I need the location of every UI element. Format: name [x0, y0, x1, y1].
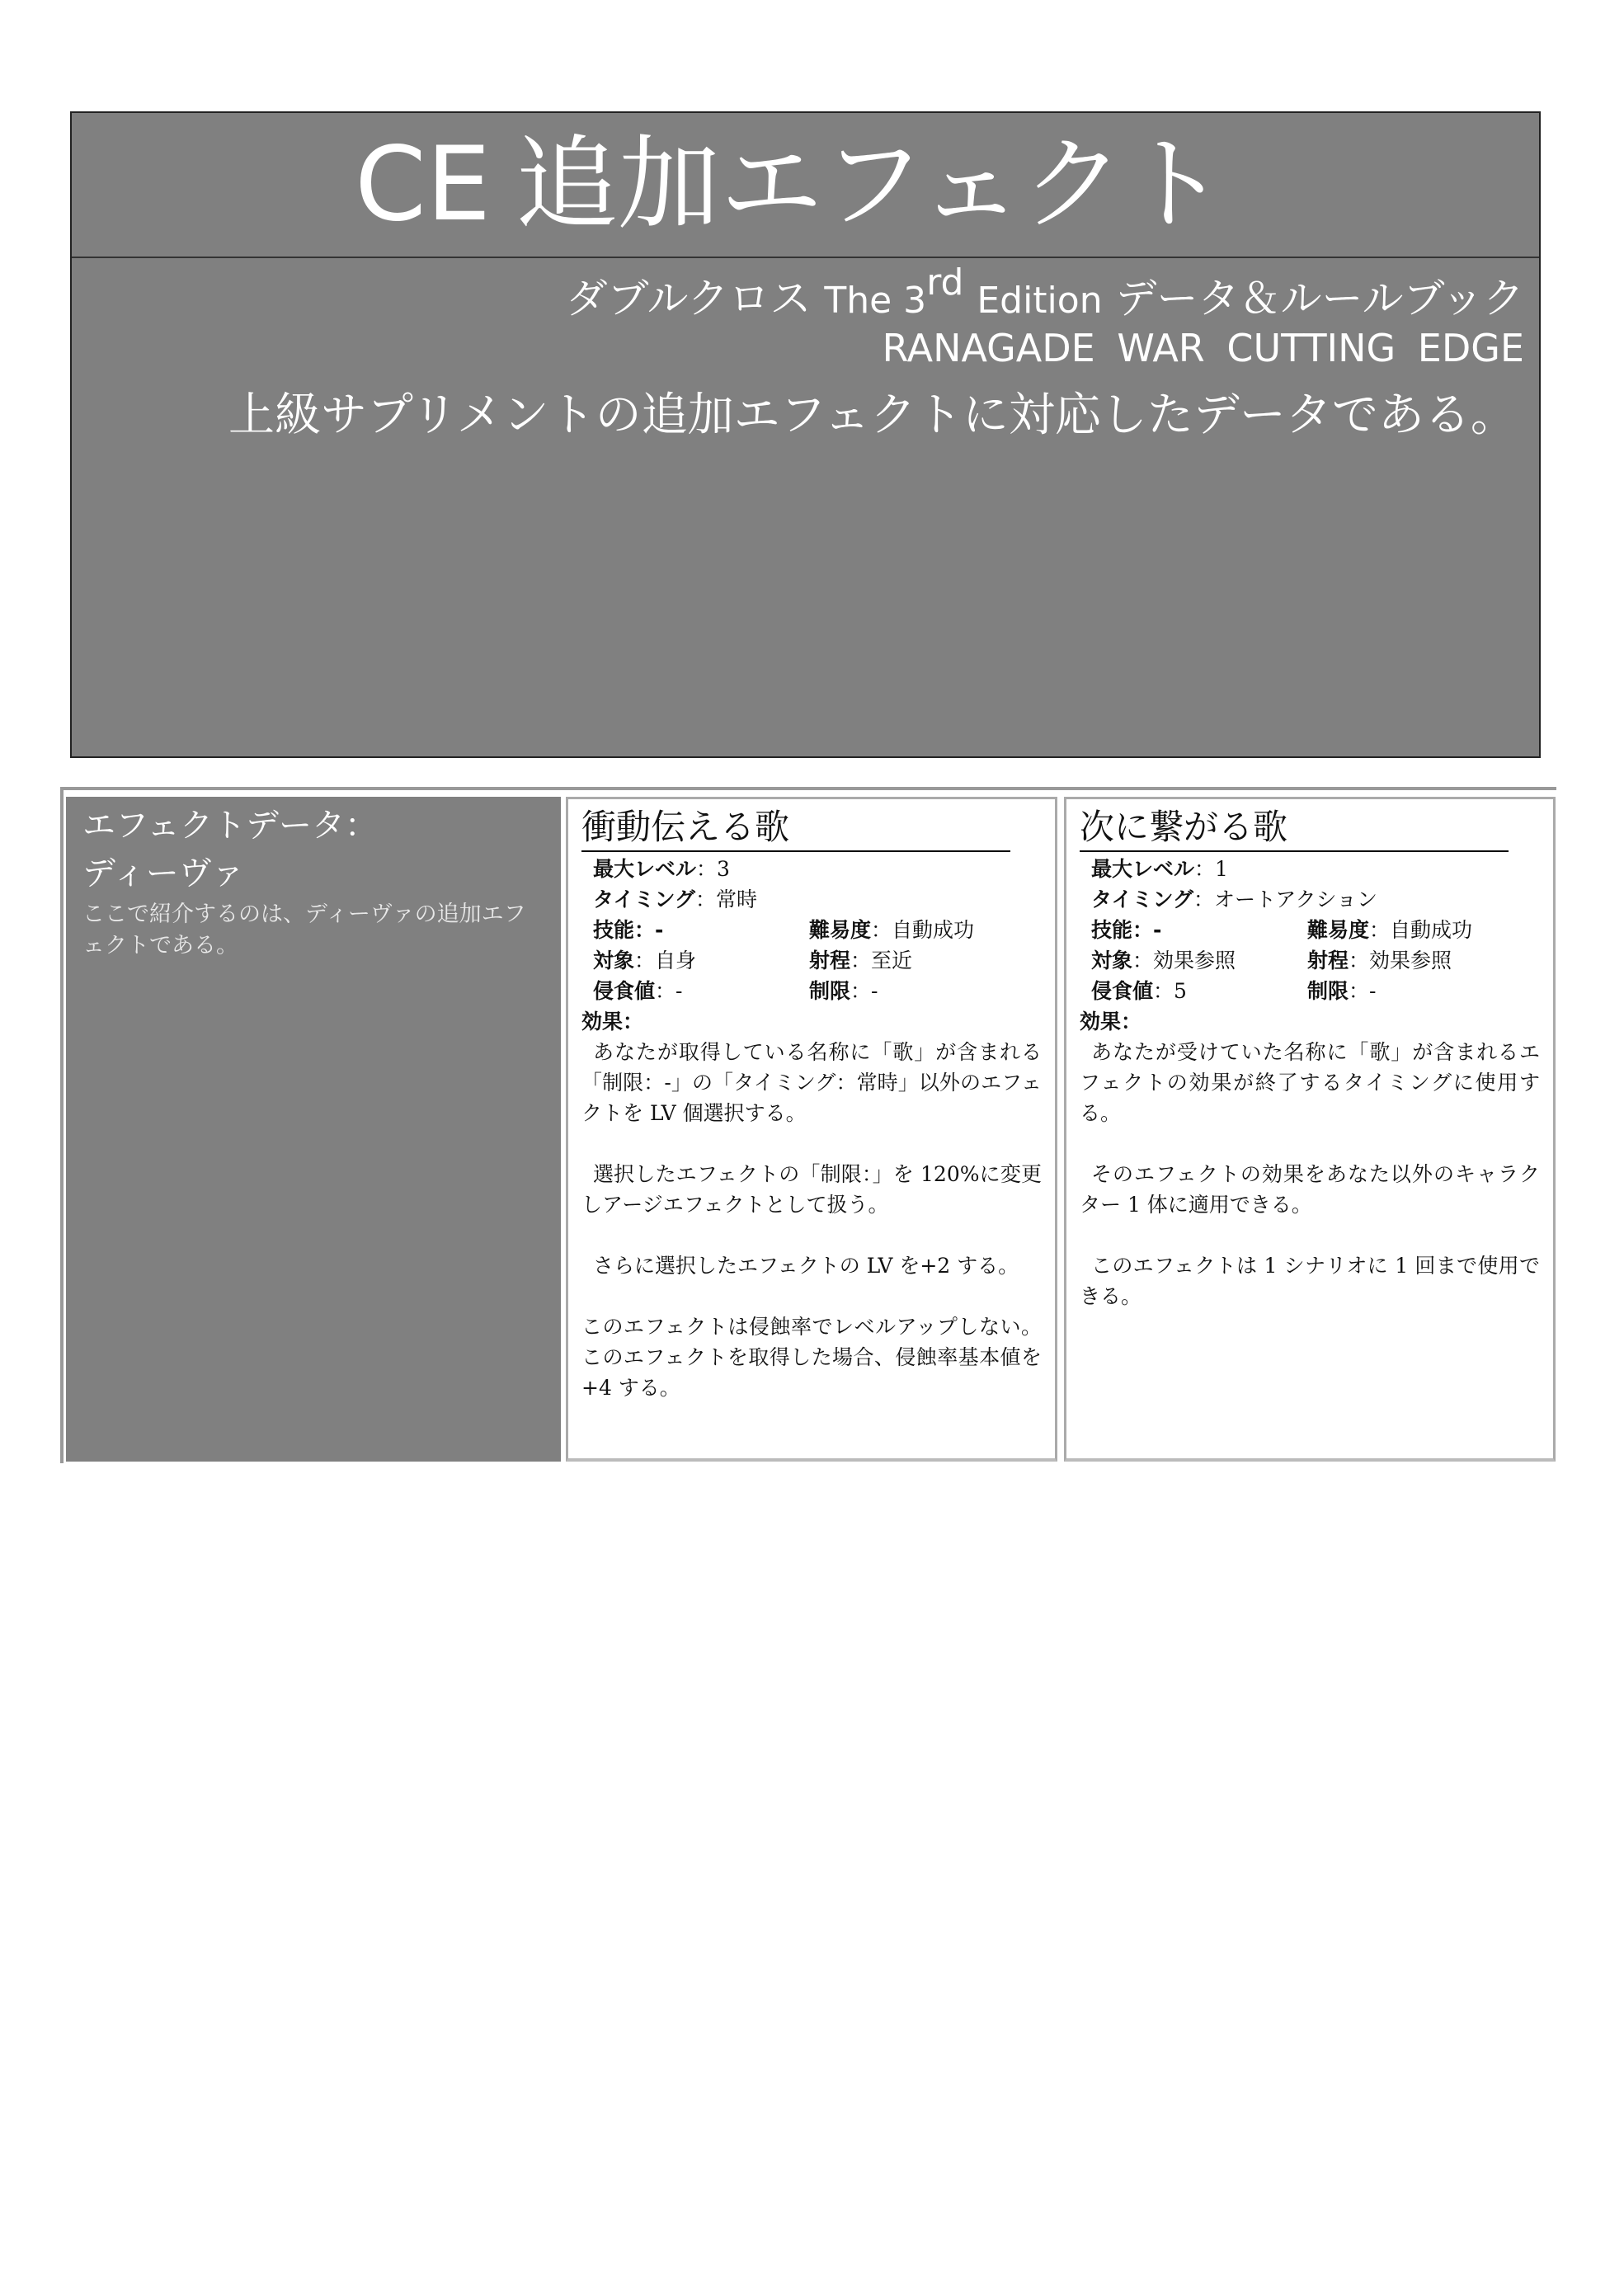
- stat-label: 対象: [1091, 949, 1133, 972]
- effect-paragraph: さらに選択したエフェクトの LV を+2 する。: [593, 1254, 1019, 1278]
- stat-label: 最大レベル: [593, 857, 697, 881]
- effect-paragraph: そのエフェクトの効果をあなた以外のキャラクター 1 体に適用できる。: [1080, 1162, 1540, 1217]
- stat-label: タイミング: [593, 888, 696, 911]
- effect-paragraph: このエフェクトは侵蝕率でレベルアップしない。このエフェクトを取得した場合、侵蝕率基本値を+4 する。: [581, 1315, 1042, 1400]
- effect-paragraph: 選択したエフェクトの「制限：」を 120%に変更しアージエフェクトとして扱う。: [581, 1162, 1042, 1217]
- effect-card: [566, 797, 1057, 1462]
- stat-value: ：オートアクション: [1193, 888, 1378, 911]
- stat-label: 侵食値: [593, 979, 656, 1003]
- subtitle-post: データ＆ルールブック: [1115, 275, 1524, 323]
- stat-value: ：自動成功: [1369, 918, 1473, 942]
- effect-paragraph: このエフェクトは 1 シナリオに 1 回まで使用できる。: [1080, 1254, 1540, 1308]
- title-row: [72, 113, 1539, 258]
- stat-value: -: [1153, 918, 1162, 942]
- header-banner: [70, 111, 1541, 758]
- subtitle-sup: rd: [926, 261, 964, 304]
- stat-label: 技能：: [593, 918, 656, 942]
- subtitle-the: The 3: [824, 280, 927, 322]
- stat-value: -: [655, 918, 664, 942]
- stat-label: 射程: [1307, 949, 1349, 972]
- left-panel-title-1: エフェクトデータ：: [82, 807, 378, 845]
- subtitle-pre: ダブルクロス: [566, 275, 812, 323]
- left-panel-description: ここで紹介するのは、ディーヴァの追加エフェクトである。: [82, 902, 526, 958]
- stat-value: ：自身: [634, 949, 697, 972]
- effect-text: [1080, 1037, 1540, 1311]
- subtitle-edition: Edition: [977, 280, 1103, 322]
- stat-value: ：効果参照: [1349, 949, 1452, 972]
- stat-value: ：至近: [850, 949, 913, 972]
- subtitle-line2: RANAGADE WAR CUTTING EDGE: [882, 326, 1524, 370]
- title-prefix: CE: [355, 125, 492, 244]
- stat-label: 最大レベル: [1091, 857, 1195, 881]
- stat-value: ：5: [1153, 979, 1187, 1003]
- left-panel: [66, 797, 561, 1462]
- title-main: 追加エフェクト: [515, 125, 1226, 244]
- stat-value: ：-: [655, 979, 683, 1003]
- stat-label: 制限: [1307, 979, 1349, 1003]
- stat-value: ：1: [1194, 857, 1228, 881]
- stat-value: ：-: [1349, 979, 1377, 1003]
- effect-name: 衝動伝える歌: [581, 804, 1010, 852]
- stat-label: 制限: [809, 979, 851, 1003]
- stat-value: ：-: [850, 979, 878, 1003]
- stat-value: ：自動成功: [871, 918, 975, 942]
- stat-label: タイミング: [1091, 888, 1194, 911]
- effect-stats: [1080, 854, 1540, 1006]
- stat-label: 難易度: [1307, 918, 1370, 942]
- effect-label: 効果：: [581, 1010, 644, 1033]
- effect-paragraph: あなたが受けていた名称に「歌」が含まれるエフェクトの効果が終了するタイミングに使用する。: [1080, 1040, 1540, 1125]
- stat-label: 難易度: [809, 918, 872, 942]
- stat-value: ：効果参照: [1132, 949, 1236, 972]
- subtitle-line1: [566, 261, 1524, 325]
- effect-paragraph: あなたが取得している名称に「歌」が含まれる「制限：-」の「タイミング：常時」以外のエフェクトを LV 個選択する。: [581, 1040, 1042, 1125]
- stat-value: ：常時: [695, 888, 758, 911]
- effect-label: 効果：: [1080, 1010, 1142, 1033]
- stat-label: 対象: [593, 949, 635, 972]
- stat-label: 侵食値: [1091, 979, 1154, 1003]
- effect-name: 次に繋がる歌: [1080, 804, 1509, 852]
- stat-label: 射程: [809, 949, 851, 972]
- left-panel-title-2: ディーヴァ: [82, 855, 245, 892]
- stat-value: ：3: [696, 857, 730, 881]
- stat-label: 技能：: [1091, 918, 1154, 942]
- effect-stats: [581, 854, 1042, 1006]
- effect-text: [581, 1037, 1042, 1403]
- page-title: [355, 125, 1226, 244]
- effect-card: [1064, 797, 1556, 1462]
- subtitle-line3: 上級サプリメントの追加エフェクトに対応したデータである。: [228, 388, 1517, 442]
